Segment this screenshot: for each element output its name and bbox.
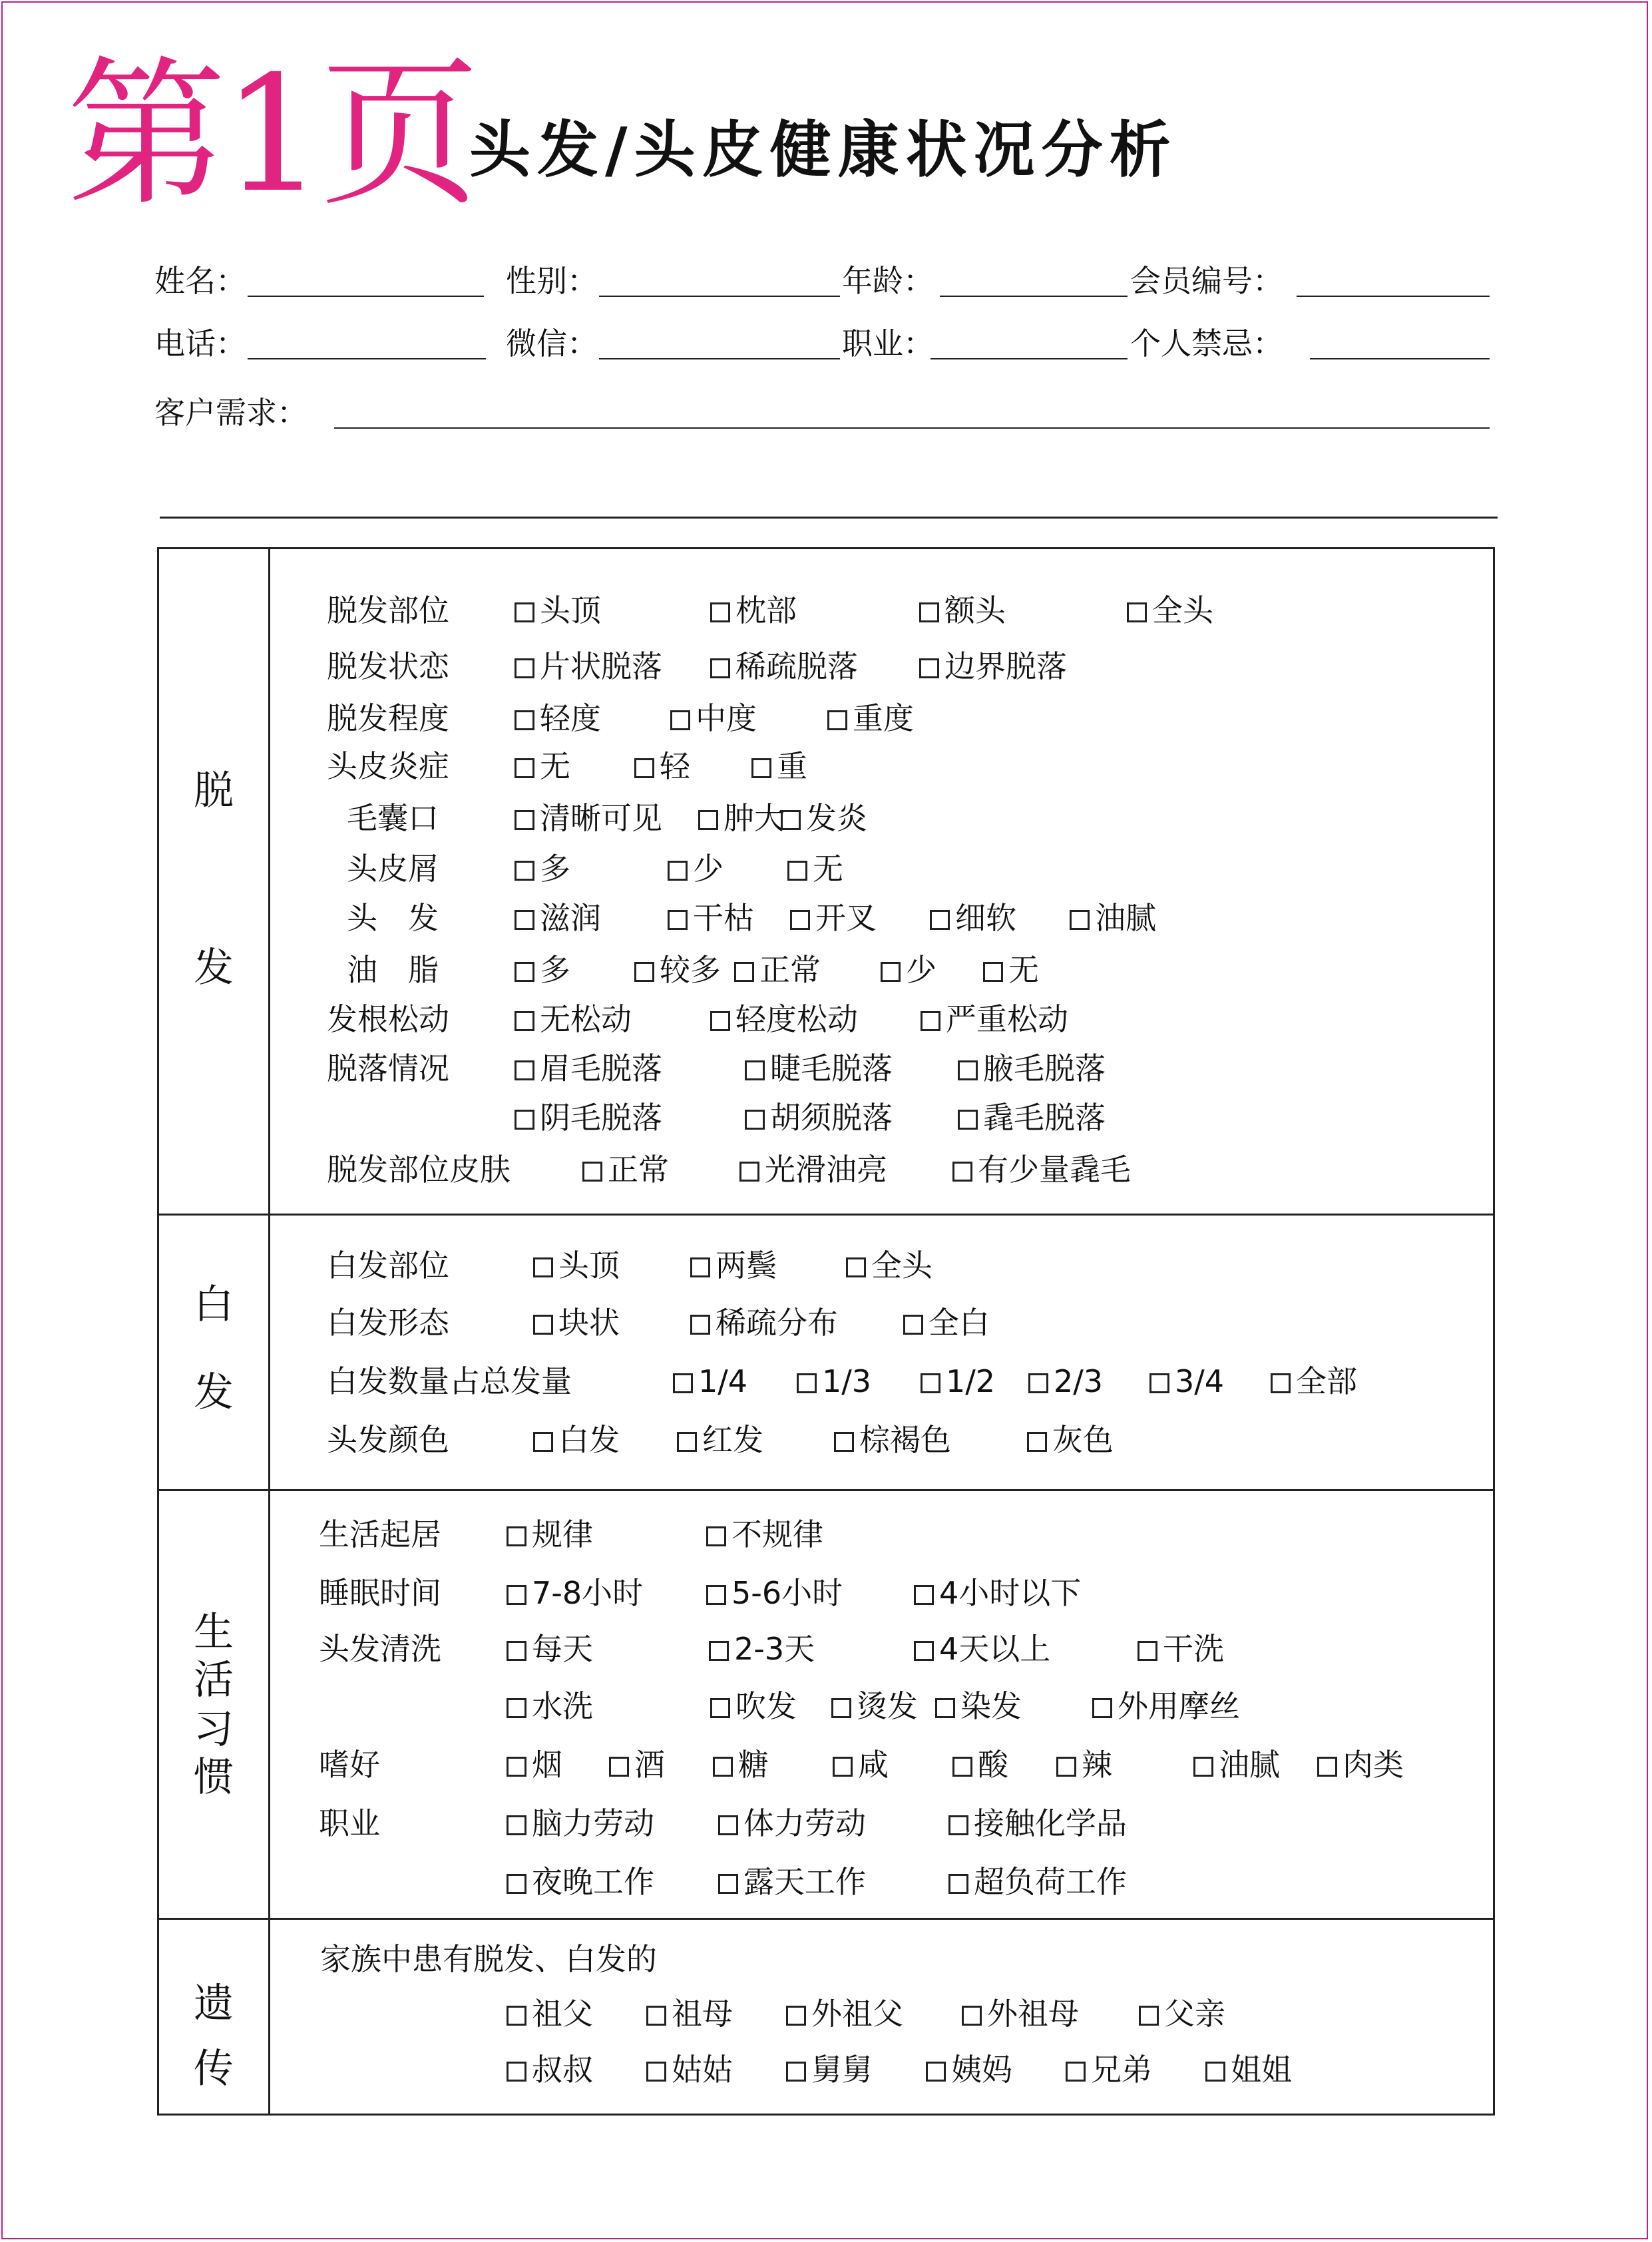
option-checkbox[interactable]: 细软	[930, 899, 1070, 937]
separator-line	[160, 517, 1498, 519]
section-label-heredity-1: 遗	[194, 1980, 234, 2027]
member-no-field[interactable]	[1297, 296, 1490, 297]
lifestyle-row	[319, 1863, 1127, 1901]
name-field[interactable]	[248, 296, 484, 297]
heredity-row	[507, 2051, 1292, 2088]
option-checkbox[interactable]: 烫发	[831, 1687, 935, 1725]
needs-label: 客户需求：	[154, 395, 308, 431]
row-label: 油 脂	[347, 952, 439, 988]
option-checkbox[interactable]: 全部	[1271, 1363, 1357, 1400]
hairloss-row	[327, 1050, 1106, 1087]
option-checkbox[interactable]: 无松动	[515, 1001, 710, 1038]
hairloss-row	[347, 799, 867, 837]
option-checkbox[interactable]: 2/3	[1028, 1363, 1149, 1400]
grayhair-row	[327, 1421, 1114, 1458]
option-checkbox[interactable]: 灰色	[1027, 1421, 1114, 1458]
option-checkbox[interactable]: 开叉	[790, 899, 930, 937]
option-checkbox[interactable]: 水洗	[507, 1687, 710, 1725]
hairloss-row	[327, 648, 1067, 685]
option-checkbox[interactable]: 无	[787, 850, 843, 887]
option-checkbox[interactable]: 干洗	[1137, 1630, 1224, 1668]
occupation-label: 职业：	[842, 326, 934, 361]
option-checkbox[interactable]: 祖父	[507, 1995, 646, 2032]
option-checkbox[interactable]: 稀疏脱落	[710, 648, 919, 685]
option-checkbox[interactable]: 片状脱落	[515, 648, 710, 685]
option-checkbox[interactable]: 全头	[846, 1247, 932, 1284]
row-label: 脱发部位	[327, 592, 449, 628]
grayhair-row	[327, 1247, 932, 1284]
option-checkbox[interactable]: 4小时以下	[914, 1574, 1081, 1612]
row-label: 脱落情况	[327, 1050, 449, 1086]
section-label-lifestyle-3: 习	[194, 1706, 234, 1753]
option-checkbox[interactable]: 肿大	[698, 799, 781, 837]
hairloss-row	[347, 850, 843, 887]
option-checkbox[interactable]: 正常	[582, 1151, 739, 1188]
option-checkbox[interactable]: 头顶	[515, 592, 710, 629]
option-checkbox[interactable]: 较多	[634, 951, 734, 989]
option-checkbox[interactable]: 兄弟	[1066, 2051, 1205, 2088]
option-checkbox[interactable]: 外祖父	[786, 1995, 962, 2032]
phone-label: 电话：	[154, 326, 246, 361]
option-checkbox[interactable]: 咸	[833, 1746, 952, 1783]
option-checkbox[interactable]: 4天以上	[914, 1630, 1137, 1668]
heredity-row	[507, 1995, 1225, 2032]
name-label: 姓名：	[154, 263, 246, 299]
option-checkbox[interactable]: 毳毛脱落	[958, 1099, 1106, 1136]
option-checkbox[interactable]: 辣	[1056, 1746, 1193, 1783]
age-label: 年龄：	[842, 263, 934, 299]
assessment-table	[157, 547, 1495, 2116]
option-checkbox[interactable]: 发炎	[781, 799, 867, 837]
grayhair-row	[327, 1363, 1357, 1400]
option-checkbox[interactable]: 夜晚工作	[507, 1863, 718, 1901]
hairloss-row	[327, 700, 914, 737]
option-checkbox[interactable]: 2-3天	[709, 1630, 914, 1668]
member-no-label: 会员编号：	[1130, 263, 1283, 299]
option-checkbox[interactable]: 枕部	[710, 592, 919, 629]
row-label: 脱发部位皮肤	[327, 1152, 511, 1188]
option-checkbox[interactable]: 叔叔	[507, 2051, 646, 2088]
option-checkbox[interactable]: 睫毛脱落	[745, 1050, 958, 1087]
section-label-hairloss-2: 发	[194, 945, 234, 991]
lifestyle-row	[319, 1805, 1127, 1842]
lifestyle-row	[319, 1574, 1081, 1612]
section-divider	[159, 1489, 1493, 1491]
section-label-lifestyle-2: 活	[194, 1657, 234, 1703]
option-checkbox[interactable]: 中度	[670, 700, 827, 737]
option-checkbox[interactable]: 酸	[952, 1746, 1056, 1783]
option-checkbox[interactable]: 姐姐	[1205, 2051, 1292, 2088]
option-checkbox[interactable]: 外祖母	[962, 1995, 1139, 2032]
option-checkbox[interactable]: 全头	[1127, 592, 1213, 629]
row-label: 职业	[319, 1805, 380, 1841]
hairloss-row	[327, 748, 807, 785]
option-checkbox[interactable]: 正常	[734, 951, 881, 989]
option-checkbox[interactable]: 全白	[903, 1304, 990, 1341]
lifestyle-row	[319, 1516, 823, 1553]
wechat-field[interactable]	[599, 358, 840, 359]
option-checkbox[interactable]: 边界脱落	[919, 648, 1067, 685]
row-label: 脱发状恋	[327, 648, 449, 684]
section-divider	[159, 1918, 1493, 1920]
option-checkbox[interactable]: 头顶	[533, 1247, 690, 1284]
taboo-label: 个人禁忌：	[1130, 326, 1283, 361]
row-label: 头皮屑	[347, 851, 439, 887]
option-checkbox[interactable]: 祖母	[646, 1995, 786, 2032]
option-checkbox[interactable]: 3/4	[1149, 1363, 1271, 1400]
lifestyle-row	[319, 1746, 1404, 1783]
option-checkbox[interactable]: 腋毛脱落	[958, 1050, 1106, 1087]
row-label: 白发部位	[327, 1247, 449, 1283]
option-checkbox[interactable]: 1/3	[797, 1363, 921, 1400]
gender-field[interactable]	[599, 296, 840, 297]
heredity-intro: 家族中患有脱发、白发的	[320, 1941, 657, 1977]
section-label-grayhair-2: 发	[194, 1369, 234, 1416]
hairloss-row	[347, 951, 1039, 989]
option-checkbox[interactable]: 多	[515, 951, 634, 989]
option-checkbox[interactable]: 超负荷工作	[948, 1863, 1127, 1901]
row-label: 头皮炎症	[327, 748, 449, 784]
grayhair-row	[327, 1304, 990, 1341]
option-checkbox[interactable]: 轻度	[515, 700, 670, 737]
option-checkbox[interactable]: 重度	[827, 700, 914, 737]
option-checkbox[interactable]: 两鬓	[690, 1247, 846, 1284]
option-checkbox[interactable]: 胡须脱落	[745, 1099, 958, 1136]
option-checkbox[interactable]: 5-6小时	[706, 1574, 914, 1612]
option-checkbox[interactable]: 酒	[609, 1746, 713, 1783]
option-checkbox[interactable]: 块状	[533, 1304, 690, 1341]
option-checkbox[interactable]: 无	[515, 748, 634, 785]
occupation-field[interactable]	[930, 358, 1128, 359]
option-checkbox[interactable]: 轻	[634, 748, 751, 785]
option-checkbox[interactable]: 眉毛脱落	[515, 1050, 745, 1087]
option-checkbox[interactable]: 油腻	[1070, 899, 1156, 937]
column-divider	[268, 549, 270, 2114]
option-checkbox[interactable]: 1/2	[921, 1363, 1028, 1400]
wechat-label: 微信：	[506, 326, 598, 361]
gender-label: 性别：	[506, 263, 598, 299]
option-checkbox[interactable]: 额头	[919, 592, 1127, 629]
option-checkbox[interactable]: 棕褐色	[834, 1421, 1027, 1458]
option-checkbox[interactable]: 清晰可见	[515, 799, 698, 837]
option-checkbox[interactable]: 多	[515, 850, 668, 887]
option-checkbox[interactable]: 红发	[677, 1421, 834, 1458]
row-label: 毛囊口	[347, 800, 439, 836]
option-checkbox[interactable]: 无	[983, 951, 1039, 989]
hairloss-row	[327, 592, 1213, 629]
option-checkbox[interactable]: 每天	[507, 1630, 709, 1668]
option-checkbox[interactable]: 轻度松动	[710, 1001, 921, 1038]
option-checkbox[interactable]: 肉类	[1317, 1746, 1404, 1783]
option-checkbox[interactable]: 体力劳动	[718, 1805, 948, 1842]
hairloss-row	[327, 1001, 1068, 1038]
option-checkbox[interactable]: 姨妈	[926, 2051, 1066, 2088]
lifestyle-row	[319, 1630, 1224, 1668]
section-divider	[159, 1214, 1493, 1216]
lifestyle-row	[319, 1687, 1240, 1725]
option-checkbox[interactable]: 严重松动	[921, 1001, 1068, 1038]
section-label-heredity-2: 传	[194, 2046, 234, 2092]
option-checkbox[interactable]: 糖	[713, 1746, 833, 1783]
hairloss-row	[327, 1099, 1106, 1136]
option-checkbox[interactable]: 烟	[507, 1746, 609, 1783]
option-checkbox[interactable]: 7-8小时	[507, 1574, 706, 1612]
option-checkbox[interactable]: 接触化学品	[948, 1805, 1127, 1842]
option-checkbox[interactable]: 少	[668, 850, 787, 887]
row-label: 头 发	[347, 900, 439, 936]
phone-field[interactable]	[248, 358, 486, 359]
row-label: 脱发程度	[327, 700, 449, 736]
option-checkbox[interactable]: 阴毛脱落	[515, 1099, 745, 1136]
option-checkbox[interactable]: 染发	[935, 1687, 1092, 1725]
section-label-grayhair-1: 白	[194, 1281, 234, 1328]
option-checkbox[interactable]: 稀疏分布	[690, 1304, 903, 1341]
option-checkbox[interactable]: 姑姑	[646, 2051, 786, 2088]
hairloss-row	[327, 1151, 1131, 1188]
option-checkbox[interactable]: 少	[881, 951, 983, 989]
row-label: 生活起居	[319, 1516, 441, 1552]
option-checkbox[interactable]: 干枯	[668, 899, 790, 937]
section-label-lifestyle-4: 惯	[194, 1754, 234, 1801]
row-label: 白发数量占总发量	[327, 1363, 572, 1399]
row-label: 发根松动	[327, 1001, 449, 1037]
row-label: 白发形态	[327, 1305, 449, 1341]
option-checkbox[interactable]: 脑力劳动	[507, 1805, 718, 1842]
option-checkbox[interactable]: 油腻	[1193, 1746, 1317, 1783]
age-field[interactable]	[940, 296, 1128, 297]
option-checkbox[interactable]: 白发	[533, 1421, 677, 1458]
section-label-lifestyle-1: 生	[194, 1609, 234, 1656]
option-checkbox[interactable]: 规律	[507, 1516, 706, 1553]
option-checkbox[interactable]: 父亲	[1139, 1995, 1225, 2032]
needs-field[interactable]	[334, 427, 1490, 429]
row-label: 头发清洗	[319, 1631, 441, 1667]
option-checkbox[interactable]: 光滑油亮	[739, 1151, 952, 1188]
option-checkbox[interactable]: 舅舅	[786, 2051, 926, 2088]
row-label: 睡眠时间	[319, 1575, 441, 1611]
option-checkbox[interactable]: 不规律	[706, 1516, 823, 1553]
option-checkbox[interactable]: 吹发	[710, 1687, 831, 1725]
option-checkbox[interactable]: 重	[751, 748, 807, 785]
document-title: 头发/头皮健康状况分析	[469, 114, 1177, 186]
option-checkbox[interactable]: 露天工作	[718, 1863, 948, 1901]
section-label-hairloss-1: 脱	[194, 768, 234, 814]
option-checkbox[interactable]: 外用摩丝	[1092, 1687, 1240, 1725]
taboo-field[interactable]	[1310, 358, 1490, 359]
option-checkbox[interactable]: 1/4	[673, 1363, 797, 1400]
option-checkbox[interactable]: 有少量毳毛	[952, 1151, 1131, 1188]
page-number: 第1页	[67, 41, 476, 228]
option-checkbox[interactable]: 滋润	[515, 899, 668, 937]
row-label: 嗜好	[319, 1747, 380, 1783]
row-label: 头发颜色	[327, 1422, 449, 1458]
hairloss-row	[347, 899, 1156, 937]
